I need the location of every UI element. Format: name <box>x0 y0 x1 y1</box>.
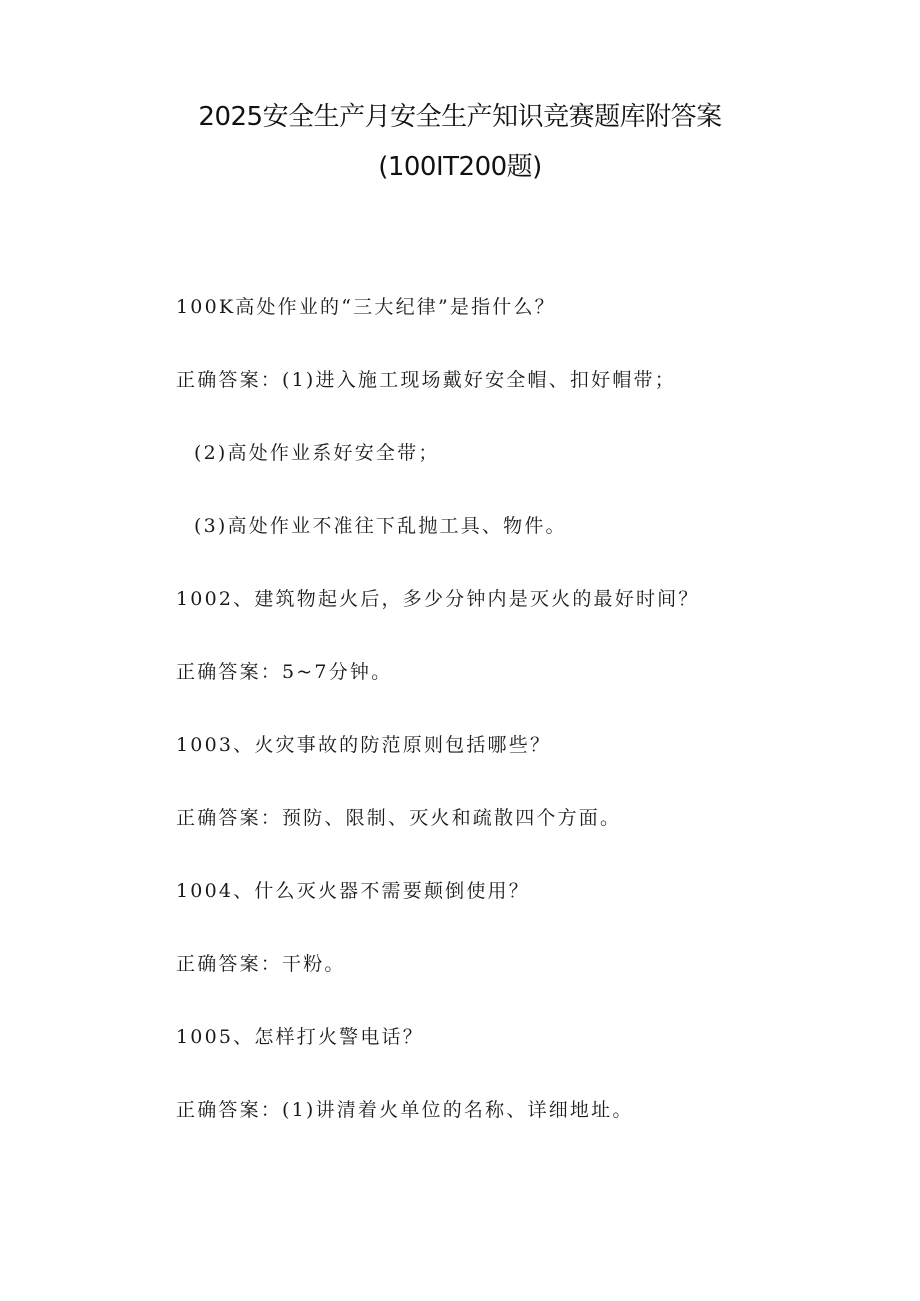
question-1003: 1003、火灾事故的防范原则包括哪些？ <box>176 734 552 756</box>
answer-1003: 正确答案：预防、限制、灭火和疏散四个方面。 <box>176 807 622 829</box>
question-1005: 1005、怎样打火警电话？ <box>176 1026 424 1048</box>
answer-1001-item-2: (2)高处作业系好安全带； <box>194 442 440 464</box>
document-title: 2025安全生产月安全生产知识竞赛题库附答案 <box>198 102 722 132</box>
question-1004: 1004、什么灭火器不需要颠倒使用？ <box>176 880 530 902</box>
document-subtitle: (100IT200题) <box>378 152 542 182</box>
question-1002: 1002、建筑物起火后，多少分钟内是灭火的最好时间？ <box>176 588 700 610</box>
answer-1004: 正确答案：干粉。 <box>176 953 346 975</box>
answer-1001-item-1: 正确答案：(1)进入施工现场戴好安全帽、扣好帽带； <box>176 369 676 391</box>
answer-1001-item-3: (3)高处作业不准往下乱抛工具、物件。 <box>194 515 567 537</box>
answer-1005-item-1: 正确答案：(1)讲清着火单位的名称、详细地址。 <box>176 1099 634 1121</box>
answer-1002: 正确答案：5~7分钟。 <box>176 661 393 683</box>
question-1001: 100K高处作业的“三大纪律”是指什么？ <box>176 296 556 318</box>
